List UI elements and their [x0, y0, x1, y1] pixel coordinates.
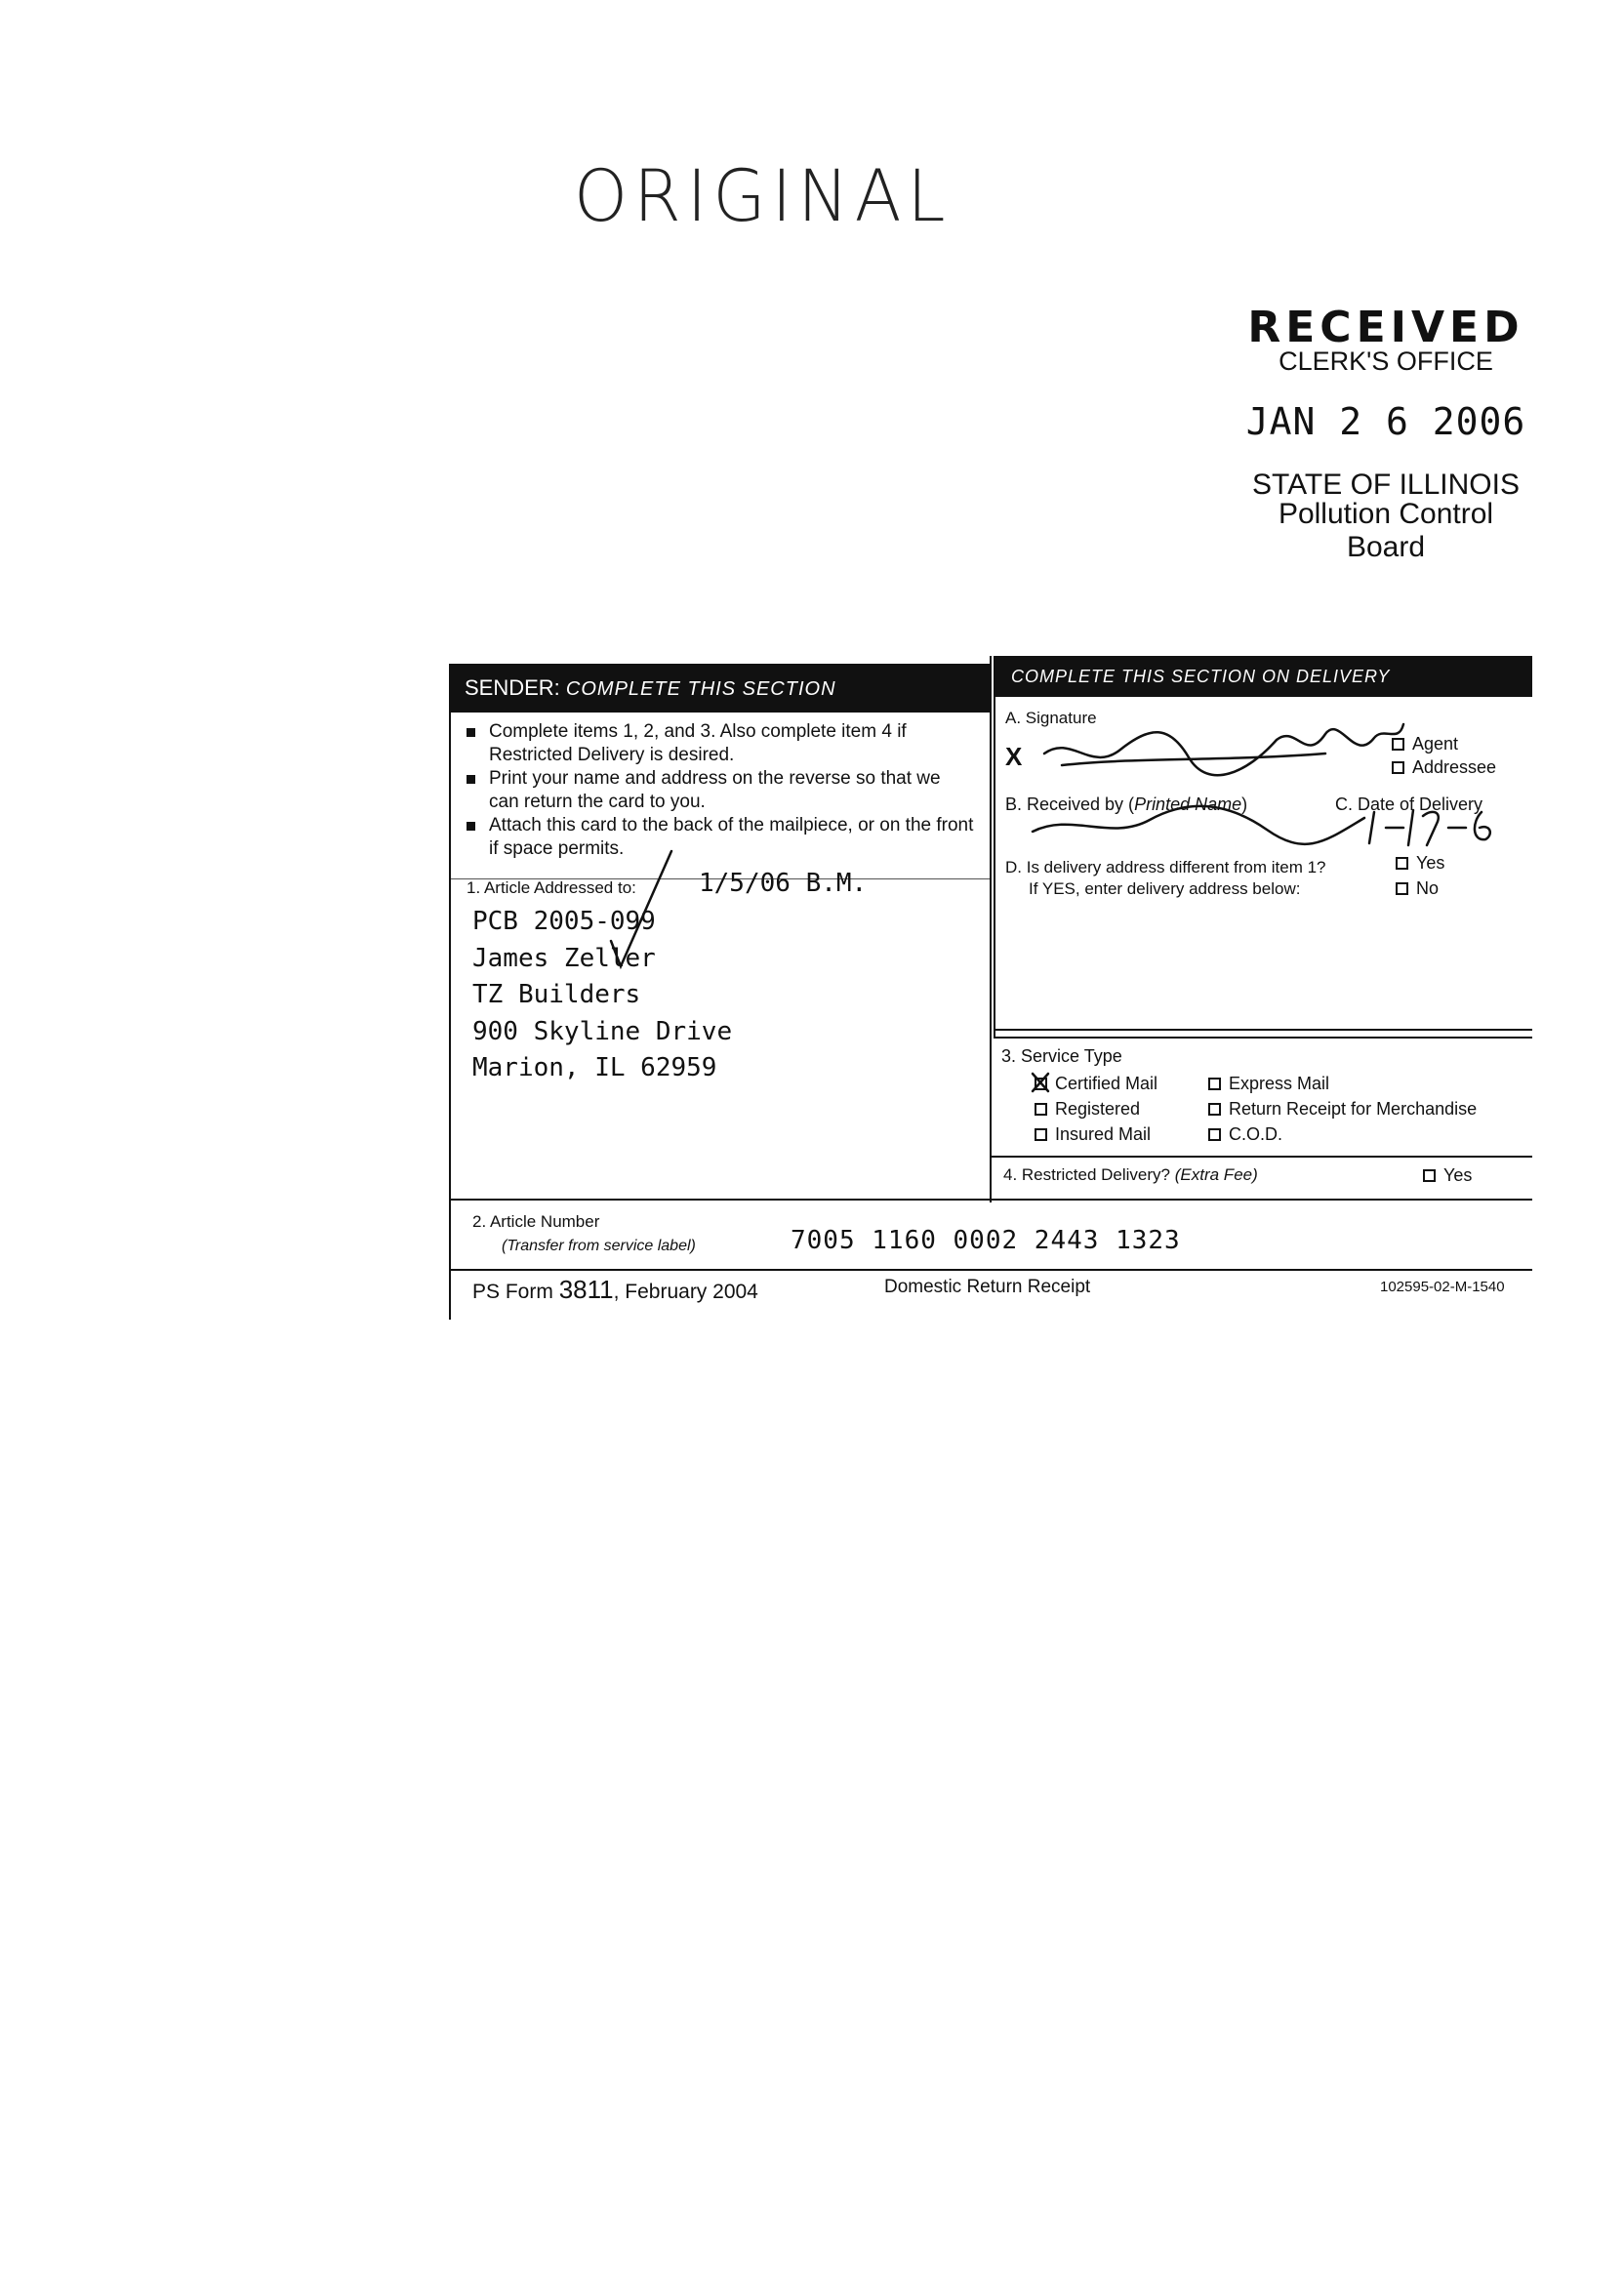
received-stamp: [1239, 303, 1532, 564]
sender-header: SENDER: COMPLETE THIS SECTION: [449, 664, 991, 713]
instruction-item: Complete items 1, 2, and 3. Also complete item 4 if Restricted Delivery is desired.: [467, 720, 974, 767]
domestic-return-receipt-label: Domestic Return Receipt: [884, 1277, 1091, 1297]
return-receipt-card: [447, 656, 1532, 1329]
restricted-yes-option[interactable]: Yes: [1423, 1165, 1472, 1186]
return-receipt-option[interactable]: Return Receipt for Merchandise: [1208, 1099, 1477, 1120]
certified-check-x: [1033, 1074, 1048, 1091]
delivery-header: COMPLETE THIS SECTION ON DELIVERY: [994, 656, 1532, 697]
delivery-diff-no[interactable]: No: [1396, 878, 1439, 899]
certified-mail-option[interactable]: Certified Mail: [1035, 1074, 1157, 1094]
address-line: Marion, IL 62959: [472, 1053, 717, 1082]
original-stamp: ORIGINAL: [574, 153, 952, 239]
insured-mail-option[interactable]: Insured Mail: [1035, 1124, 1151, 1145]
express-mail-option[interactable]: Express Mail: [1208, 1074, 1329, 1094]
signature-scribble: [1044, 724, 1403, 775]
state-name: STATE OF ILLINOIS: [1252, 469, 1520, 501]
restricted-delivery-label: 4. Restricted Delivery? (Extra Fee): [1003, 1165, 1258, 1184]
instruction-item: Print your name and address on the reverse so that we can return the card to you.: [467, 767, 974, 814]
address-line: TZ Builders: [472, 980, 641, 1009]
article-number-label: 2. Article Number: [472, 1212, 600, 1231]
article-number: 7005 1160 0002 2443 1323: [791, 1226, 1181, 1255]
ps-form-label: PS Form 3811, February 2004: [472, 1275, 758, 1304]
cod-option[interactable]: C.O.D.: [1208, 1124, 1282, 1145]
received-date: JAN 2 6 2006: [1245, 400, 1526, 443]
registered-option[interactable]: Registered: [1035, 1099, 1140, 1120]
agent-option[interactable]: Agent: [1392, 734, 1458, 754]
delivery-date-scribble: [1369, 810, 1490, 845]
delivery-address-question: D. Is delivery address different from item 1? If YES, enter delivery address below:: [1005, 858, 1326, 898]
signature-label: A. Signature: [1005, 709, 1097, 727]
clerks-office: CLERK'S OFFICE: [1279, 346, 1493, 376]
received-title: RECEIVED: [1247, 303, 1524, 352]
form-code: 102595-02-M-1540: [1380, 1279, 1505, 1295]
address-line: 900 Skyline Drive: [472, 1016, 733, 1046]
addressee-option[interactable]: Addressee: [1392, 757, 1496, 778]
instruction-item: Attach this card to the back of the mailpiece, or on the front if space permits.: [467, 814, 974, 861]
article-number-sublabel: (Transfer from service label): [502, 1238, 696, 1254]
received-by-scribble: [1033, 806, 1364, 844]
received-by-label: B. Received by (Printed Name): [1005, 795, 1248, 814]
handwritten-marks: [447, 656, 1532, 1329]
article-addressed-label: 1. Article Addressed to:: [467, 878, 636, 897]
address-line: James Zeller: [472, 943, 656, 973]
board-name: Pollution Control Board: [1278, 498, 1494, 563]
article-addressed-date: 1/5/06 B.M.: [699, 869, 868, 898]
check-mark: [611, 851, 671, 966]
address-line: PCB 2005-099: [472, 907, 656, 936]
service-type-label: 3. Service Type: [1001, 1046, 1122, 1066]
date-of-delivery-label: C. Date of Delivery: [1335, 795, 1483, 814]
signature-x: X: [1005, 742, 1023, 771]
delivery-diff-yes[interactable]: Yes: [1396, 853, 1444, 874]
